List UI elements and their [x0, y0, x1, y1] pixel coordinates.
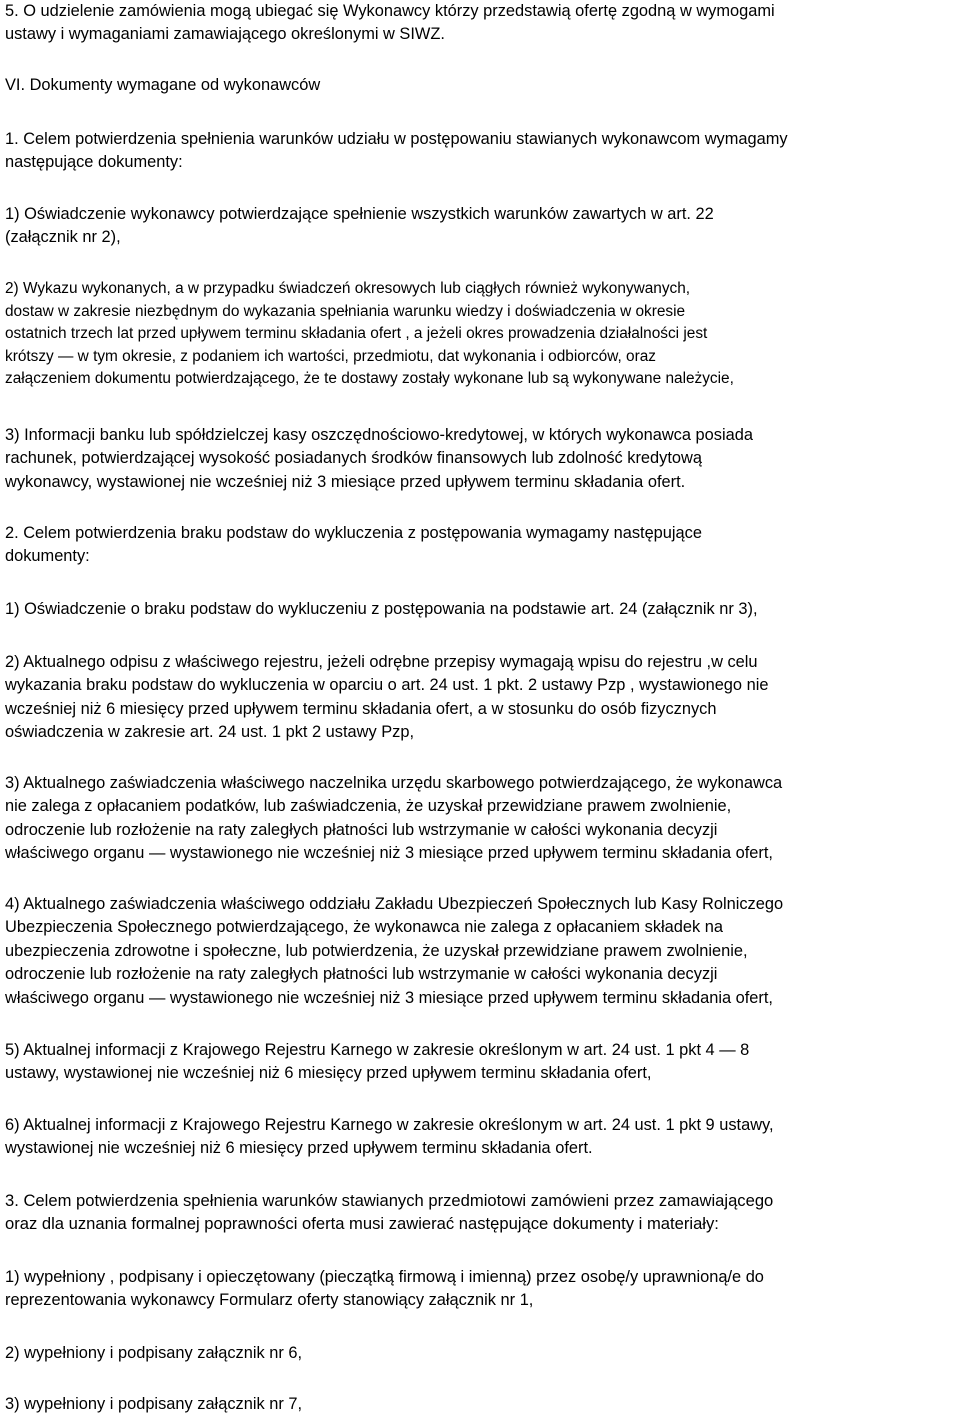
list-item-1-statement: 1) Oświadczenie wykonawcy potwierdzające spełnienie wszystkich warunków zawartych w art. 22 (załącznik nr 2),	[5, 205, 714, 247]
list-item-3-bank-info: 3) Informacji banku lub spółdzielczej kasy oszczędnościowo-kredytowej, w których wykonawca posiada rachunek, potwierdzającej wysokość posiadanych środków finansowych lub zdolność kredytową wykonawcy, wystawionej nie wcześniej niż 3 miesiące przed upływem terminu składania ofert.	[5, 426, 753, 491]
paragraph-2-exclusion-intro: 2. Celem potwierdzenia braku podstaw do wykluczenia z postępowania wymagamy następujące dokumenty:	[5, 524, 702, 566]
list-item-1-offer-form: 1) wypełniony , podpisany i opieczętowany (pieczątką firmową i imienną) przez osobę/y uprawnioną/e do reprezentowania wykonawcy Formularz oferty stanowiący załącznik nr 1,	[5, 1268, 764, 1310]
list-item-1-exclusion-statement: 1) Oświadczenie o braku podstaw do wykluczeniu z postępowania na podstawie art. 24 (załącznik nr 3),	[5, 600, 758, 618]
list-item-6-criminal-record: 6) Aktualnej informacji z Krajowego Rejestru Karnego w zakresie określonym w art. 24 ust. 1 pkt 9 ustawy, wystawionej nie wcześniej niż 6 miesięcy przed upływem terminu składania ofert.	[5, 1116, 774, 1158]
paragraph-3-formal-requirements: 3. Celem potwierdzenia spełnienia warunków stawianych przedmiotowi zamówieni przez zamawiającego oraz dla uznania formalnej poprawności oferta musi zawierać następujące dokumenty i materiały:	[5, 1191, 774, 1234]
list-item-3-tax-certificate: 3) Aktualnego zaświadczenia właściwego naczelnika urzędu skarbowego potwierdzającego, że wykonawca nie zalega z opłacaniem podatków, lub zaświadczenia, że uzyskał przewidziane prawem zwolnienie, odroczenie lub rozłożenie na raty zaległych płatności lub wstrzymanie w całości wykonania decyzji właściwego organu — wystawionego nie wcześniej niż 3 miesiące przed upływem terminu składania ofert,	[5, 774, 783, 863]
list-item-5-criminal-record: 5) Aktualnej informacji z Krajowego Rejestru Karnego w zakresie określonym w art. 24 ust. 1 pkt 4 — 8 ustawy, wystawionej nie wcześniej niż 6 miesięcy przed upływem terminu składania ofert,	[5, 1041, 750, 1083]
list-item-4-social-insurance: 4) Aktualnego zaświadczenia właściwego oddziału Zakładu Ubezpieczeń Społecznych lub Kasy Rolniczego Ubezpieczenia Społecznego potwierdzającego, że wykonawca nie zalega z opłacaniem składek na ubezpieczenia zdrowotne i społeczne, lub potwierdzenia, że uzyskał przewidziane prawem zwolnienie, odroczenie lub rozłożenie na raty zaległych płatności lub wstrzymanie w całości wykonania decyzji właściwego organu — wystawionego nie wcześniej niż 3 miesiące przed upływem terminu składania ofert,	[5, 895, 784, 1007]
section-heading-vi: VI. Dokumenty wymagane od wykonawców	[5, 76, 321, 94]
list-item-2-registry-extract: 2) Aktualnego odpisu z właściwego rejestru, jeżeli odrębne przepisy wymagają wpisu do rejestru ,w celu wykazania braku podstaw do wykluczenia w oparciu o art. 24 ust. 1 pkt. 2 ustawy Pzp , wystawionego nie wcześniej niż 6 miesięcy przed upływem terminu składania ofert, a w stosunku do osób fizycznych oświadczenia w zakresie art. 24 ust. 1 pkt 2 ustawy Pzp,	[5, 653, 769, 742]
list-item-2-delivery-list: 2) Wykazu wykonanych, a w przypadku świadczeń okresowych lub ciągłych również wykonywanych, dostaw w zakresie niezbędnym do wykazania spełniania warunku wiedzy i doświadczenia w okresie ostatnich trzech lat przed upływem terminu składania ofert , a jeżeli okres prowadzenia działalności jest krótszy — w tym okresie, z podaniem ich wartości, przedmiotu, dat wykonania i odbiorców, oraz załączeniem dokumentu potwierdzającego, że te dostawy zostały wykonane lub są wykonywane należycie,	[5, 280, 734, 388]
paragraph-5-award-eligibility: 5. O udzielenie zamówienia mogą ubiegać się Wykonawcy którzy przedstawią ofertę zgodną w wymogami ustawy i wymaganiami zamawiającego określonymi w SIWZ.	[5, 2, 775, 44]
paragraph-1-conditions-intro: 1. Celem potwierdzenia spełnienia warunków udziału w postępowaniu stawianych wykonawcom wymagamy następujące dokumenty:	[5, 130, 788, 172]
list-item-3-attachment-7: 3) wypełniony i podpisany załącznik nr 7,	[5, 1395, 303, 1413]
list-item-2-attachment-6: 2) wypełniony i podpisany załącznik nr 6,	[5, 1344, 303, 1362]
